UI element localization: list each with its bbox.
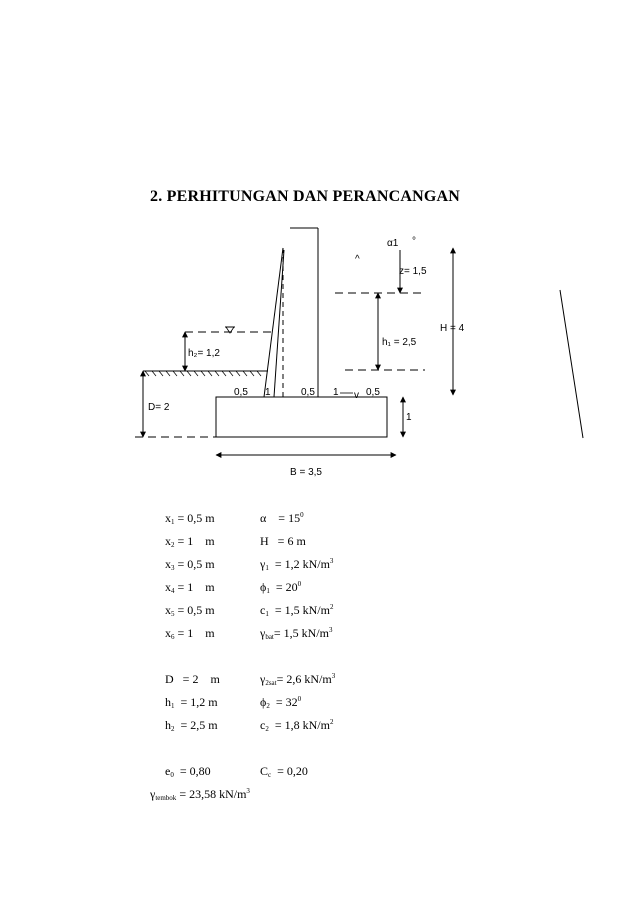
ground-hatching xyxy=(145,371,261,376)
alpha-label: α1 xyxy=(387,238,399,249)
wall-inner-slope xyxy=(264,248,283,397)
param-gamma1: $\gamma_1 = 1,2$ $kN/m^3$ xyxy=(260,557,334,572)
param-phi2: $\phi_2 = 32^0$ xyxy=(260,695,302,710)
param-h1: $h_1 = 1,2$ m xyxy=(165,695,218,710)
B-label: B = 3,5 xyxy=(290,467,322,478)
param-x2: $x_2 = 1$ m xyxy=(165,534,215,549)
degree-dot: ° xyxy=(412,236,416,247)
slope-line-far-right xyxy=(560,290,583,438)
dim-label-5: 0,5 xyxy=(366,387,380,398)
param-x6: $x_6 = 1$ m xyxy=(165,626,215,641)
h1-label: h₁ = 2,5 xyxy=(382,337,417,348)
param-x5: $x_5 = 0,5$ m xyxy=(165,603,215,618)
param-x4: $x_4 = 1$ m xyxy=(165,580,215,595)
h2-label: h₂= 1,2 xyxy=(188,348,220,359)
param-D: D = 2 m xyxy=(165,672,220,686)
param-Cc: $C_c = 0,20$ xyxy=(260,764,308,779)
D-label: D= 2 xyxy=(148,402,170,413)
param-gamma-sat: $\gamma_{bat}= 1,5$ $kN/m^3$ xyxy=(260,626,333,641)
section-heading: 2. PERHITUNGAN DAN PERANCANGAN xyxy=(150,188,460,205)
dim-label-1: 0,5 xyxy=(234,387,248,398)
base-thickness-label: 1 xyxy=(406,412,412,423)
param-gamma-wall: $\gamma_{tembok} = 23,58$ $kN/m^3$ xyxy=(150,787,250,802)
dim-label-2: 1 xyxy=(265,387,271,398)
dim-label-4: 1 xyxy=(333,387,339,398)
param-x3: $x_3 = 0,5$ m xyxy=(165,557,215,572)
wall-base-slab xyxy=(216,397,387,437)
param-H: H = 6 m xyxy=(260,534,306,548)
param-x1: $x_1 = 0,5$ m xyxy=(165,511,215,526)
param-c2: $c_2 = 1,8$ $kN/m^2$ xyxy=(260,718,334,733)
H-label: H = 4 xyxy=(440,323,465,334)
param-phi1: $\phi_1 = 20^0$ xyxy=(260,580,302,595)
z-label: z= 1,5 xyxy=(399,266,427,277)
param-gamma2-sat: $\gamma_{2sat}= 2,6$ $kN/m^3$ xyxy=(260,672,336,687)
dim-label-3: 0,5 xyxy=(301,387,315,398)
param-c1: $c_1 = 1,5$ $kN/m^2$ xyxy=(260,603,334,618)
param-alpha: α = $15^0$ xyxy=(260,511,304,525)
caret-symbol: ^ xyxy=(355,254,360,265)
param-h2: $h_2 = 2,5$ m xyxy=(165,718,218,733)
param-e0: $e_0 = 0,80$ xyxy=(165,764,211,779)
check-symbol: v xyxy=(354,390,359,401)
